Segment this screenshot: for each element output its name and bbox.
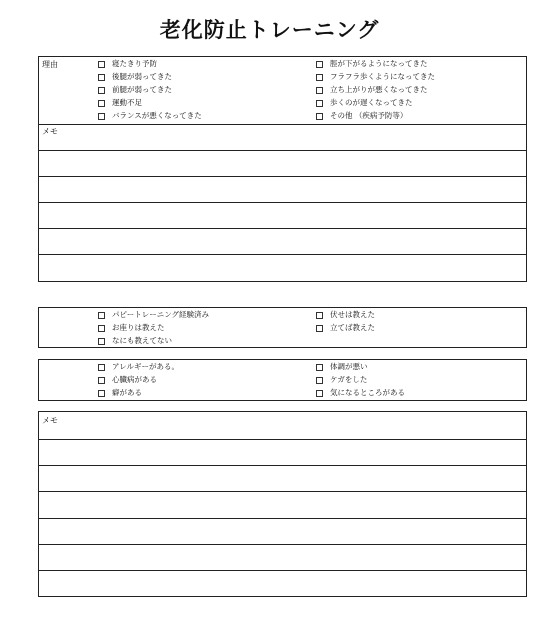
checkbox[interactable] [98, 325, 105, 332]
reason-checkbox-item[interactable]: 運動不足 [98, 98, 142, 107]
reason-checkbox-item[interactable]: 前腿が弱ってきた [98, 85, 172, 94]
training-checkbox-item[interactable]: なにも教えてない [98, 336, 172, 345]
health-checkbox-item[interactable]: ケガをした [316, 375, 367, 384]
reason-checkbox-item[interactable]: 立ち上がりが悪くなってきた [316, 85, 428, 94]
training-checkbox-item[interactable]: 伏せは教えた [316, 310, 375, 319]
checkbox[interactable] [98, 61, 105, 68]
checkbox[interactable] [98, 87, 105, 94]
checkbox[interactable] [316, 113, 323, 120]
reason-checkbox-item[interactable]: 後腿が弱ってきた [98, 72, 172, 81]
reason-section [38, 56, 527, 282]
divider [39, 124, 526, 125]
health-checkbox-item[interactable]: 体調が悪い [316, 362, 368, 371]
memo-line[interactable] [39, 228, 526, 229]
memo-line[interactable] [39, 176, 526, 177]
page-title: 老化防止トレーニング [159, 18, 380, 42]
memo-line[interactable] [39, 150, 526, 151]
memo-line[interactable] [39, 254, 526, 255]
memo-line[interactable] [39, 570, 526, 571]
checkbox[interactable] [316, 74, 323, 81]
health-checkbox-item[interactable]: 癖がある [98, 388, 142, 397]
health-checkbox-item[interactable]: アレルギーがある。 [98, 362, 179, 371]
reason-checkbox-item[interactable]: バランスが悪くなってきた [98, 111, 202, 120]
checkbox[interactable] [316, 61, 323, 68]
memo-line[interactable] [39, 439, 526, 440]
checkbox[interactable] [316, 377, 323, 384]
health-checkbox-item[interactable]: 気になるところがある [316, 388, 405, 397]
reason-label: 理由 [42, 60, 58, 69]
memo-label: メモ [42, 416, 58, 425]
health-section [38, 359, 527, 401]
training-checkbox-item[interactable]: お座りは教えた [98, 323, 165, 332]
checkbox[interactable] [98, 390, 105, 397]
checkbox[interactable] [316, 364, 323, 371]
checkbox[interactable] [316, 325, 323, 332]
memo-line[interactable] [39, 491, 526, 492]
training-checkbox-item[interactable]: パピートレーニング経験済み [98, 310, 209, 319]
reason-checkbox-item[interactable]: その他 （疾病予防等） [316, 111, 407, 120]
checkbox[interactable] [316, 100, 323, 107]
checkbox[interactable] [98, 364, 105, 371]
reason-checkbox-item[interactable]: 脛が下がるようになってきた [316, 59, 428, 68]
memo2-section [38, 411, 527, 597]
memo-line[interactable] [39, 465, 526, 466]
checkbox[interactable] [98, 113, 105, 120]
checkbox[interactable] [98, 338, 105, 345]
checkbox[interactable] [98, 312, 105, 319]
health-checkbox-item[interactable]: 心臓病がある [98, 375, 157, 384]
memo-line[interactable] [39, 202, 526, 203]
training-section [38, 307, 527, 348]
checkbox[interactable] [316, 390, 323, 397]
checkbox[interactable] [98, 100, 105, 107]
reason-checkbox-item[interactable]: 歩くのが遅くなってきた [316, 98, 413, 107]
training-checkbox-item[interactable]: 立てば教えた [316, 323, 375, 332]
memo-line[interactable] [39, 544, 526, 545]
checkbox[interactable] [98, 377, 105, 384]
checkbox[interactable] [98, 74, 105, 81]
checkbox[interactable] [316, 312, 323, 319]
reason-checkbox-item[interactable]: 寝たきり予防 [98, 59, 157, 68]
reason-checkbox-item[interactable]: フラフラ歩くようになってきた [316, 72, 435, 81]
checkbox[interactable] [316, 87, 323, 94]
memo-line[interactable] [39, 518, 526, 519]
memo-label: メモ [42, 127, 58, 136]
